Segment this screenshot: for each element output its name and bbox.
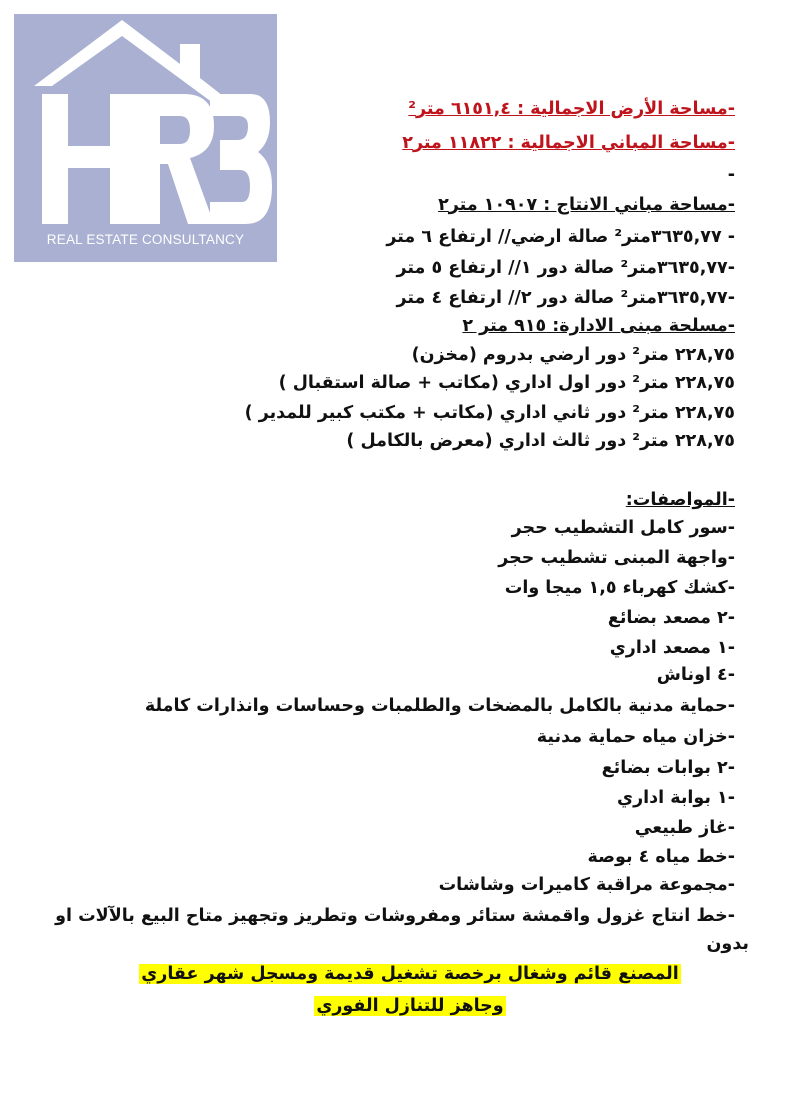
spec-item: -مجموعة مراقبة كاميرات وشاشات bbox=[438, 875, 735, 895]
land-area-line: -مساحة الأرض الاجمالية : ٦١٥١,٤ متر² bbox=[408, 99, 735, 119]
production-title: -مساحة مباني الانتاج : ١٠٩٠٧ متر٢ bbox=[438, 195, 735, 215]
spec-item: -٢ مصعد بضائع bbox=[607, 608, 735, 628]
admin-item: ٢٢٨,٧٥ متر² دور ثاني اداري (مكاتب + مكتب كبير للمدير ) bbox=[244, 403, 735, 423]
admin-item: ٢٢٨,٧٥ متر² دور ارضي بدروم (مخزن) bbox=[411, 345, 735, 365]
logo-tagline: REAL ESTATE CONSULTANCY bbox=[46, 232, 245, 247]
spec-item: -١ مصعد اداري bbox=[609, 638, 735, 658]
admin-title: -مسلحة مبنى الادارة: ٩١٥ متر ٢ bbox=[462, 316, 735, 336]
specs-title: -المواصفات: bbox=[625, 490, 735, 510]
admin-item: ٢٢٨,٧٥ متر² دور ثالث اداري (معرض بالكامل ) bbox=[346, 431, 735, 451]
spec-item: -حماية مدنية بالكامل بالمضخات والطلمبات وحساسات وانذارات كاملة bbox=[144, 696, 735, 716]
hr3-logo-mark bbox=[14, 14, 277, 262]
company-logo bbox=[14, 14, 277, 262]
spec-item: -خط انتاج غزول واقمشة ستائر ومفروشات وتطريز وتجهيز متاح البيع بالآلات او bbox=[55, 906, 735, 926]
dash-line: - bbox=[727, 165, 735, 185]
buildings-area-line: -مساحة المباني الاجمالية : ١١٨٢٢ متر٢ bbox=[402, 133, 735, 153]
spec-item: -سور كامل التشطيب حجر bbox=[511, 518, 735, 538]
spec-item: -كشك كهرباء ١,٥ ميجا وات bbox=[504, 578, 735, 598]
spec-item: -واجهة المبنى تشطيب حجر bbox=[498, 548, 735, 568]
spec-item: -خط مياه ٤ بوصة bbox=[587, 847, 735, 867]
spec-item: -٤ اوناش bbox=[656, 665, 735, 685]
spec-item: -غاز طبيعي bbox=[634, 818, 735, 838]
spec-item: -٢ بوابات بضائع bbox=[601, 758, 735, 778]
highlight-line-1 bbox=[100, 962, 720, 986]
spec-item: -خزان مياه حماية مدنية bbox=[536, 727, 735, 747]
spec-item: -١ بوابة اداري bbox=[617, 788, 735, 808]
highlight-text-1: المصنع قائم وشغال برخصة تشغيل قديمة ومسجل شهر عقاري bbox=[141, 964, 679, 984]
production-item: - ٣٦٣٥,٧٧متر² صالة ارضي// ارتفاع ٦ متر bbox=[386, 227, 735, 247]
admin-item: ٢٢٨,٧٥ متر² دور اول اداري (مكاتب + صالة استقبال ) bbox=[278, 373, 735, 393]
highlight-line-2 bbox=[100, 994, 720, 1018]
production-item: -٣٦٣٥,٧٧متر² صالة دور ١// ارتفاع ٥ متر bbox=[396, 258, 735, 278]
highlight-text-2: وجاهز للتنازل الفوري bbox=[316, 996, 504, 1016]
production-item: -٣٦٣٥,٧٧متر² صالة دور ٢// ارتفاع ٤ متر bbox=[396, 288, 735, 308]
spec-item-continuation: بدون bbox=[706, 934, 749, 954]
